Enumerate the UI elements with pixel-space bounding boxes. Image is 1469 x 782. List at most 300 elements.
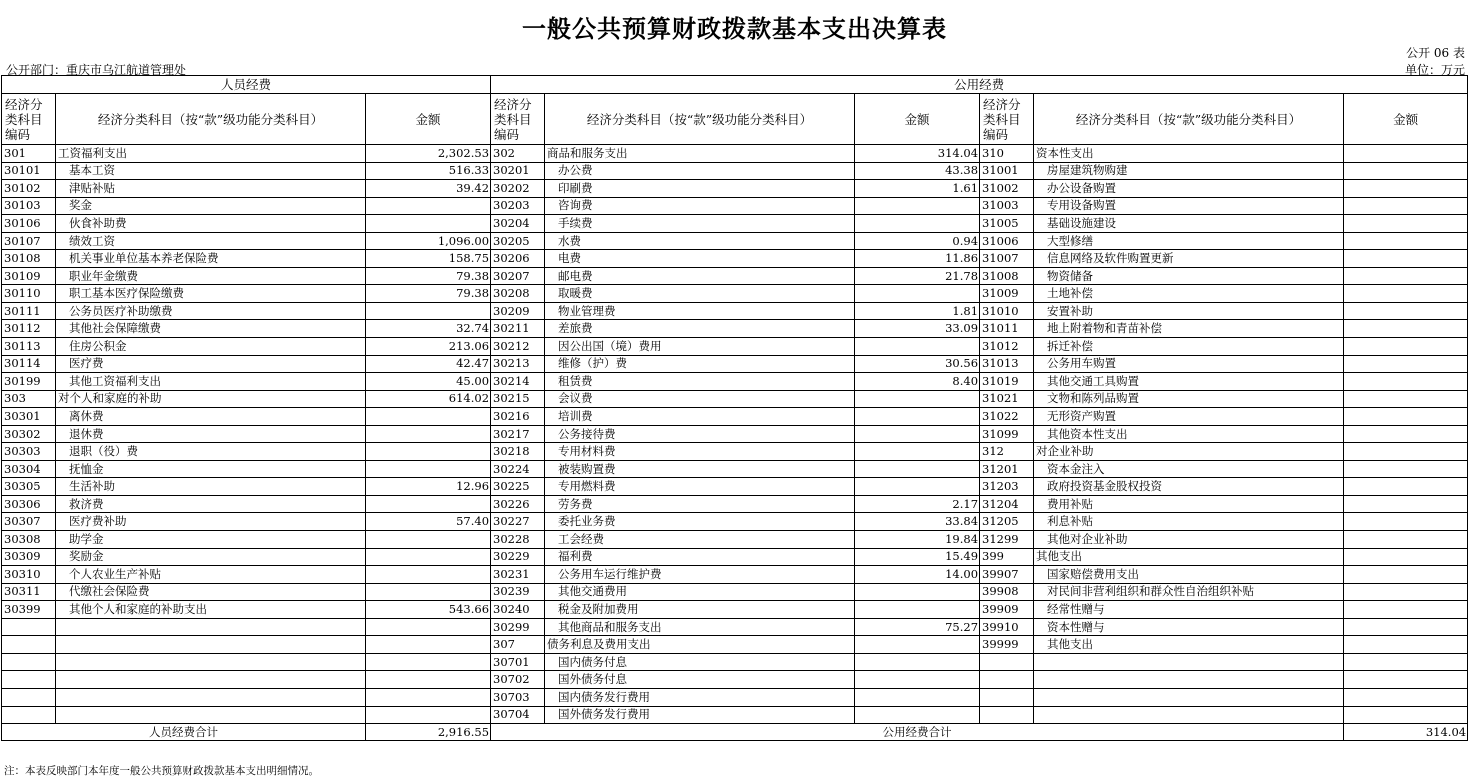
name-cell [56, 618, 366, 636]
code-cell: 30108 [2, 250, 56, 268]
amount-cell: 1,096.00 [366, 232, 491, 250]
name-cell: 工会经费 [545, 531, 855, 549]
table-row [2, 495, 1468, 513]
name-cell: 工资福利支出 [56, 145, 366, 163]
name-cell: 差旅费 [545, 320, 855, 338]
amount-cell: 2.17 [855, 495, 980, 513]
name-cell: 福利费 [545, 548, 855, 566]
column-header-name: 经济分类科目（按“款”级功能分类科目） [1034, 94, 1344, 145]
code-cell: 30206 [491, 250, 545, 268]
code-cell: 30111 [2, 302, 56, 320]
amount-cell [366, 408, 491, 426]
table-row [2, 513, 1468, 531]
code-cell: 30109 [2, 267, 56, 285]
table-row [2, 215, 1468, 233]
name-cell: 邮电费 [545, 267, 855, 285]
amount-cell: 158.75 [366, 250, 491, 268]
amount-cell [366, 443, 491, 461]
code-cell: 30208 [491, 285, 545, 303]
code-cell: 31010 [980, 302, 1034, 320]
amount-cell [366, 302, 491, 320]
name-cell: 专用燃料费 [545, 478, 855, 496]
name-cell: 个人农业生产补贴 [56, 566, 366, 584]
amount-cell [855, 706, 980, 724]
amount-cell [1344, 390, 1468, 408]
name-cell: 机关事业单位基本养老保险费 [56, 250, 366, 268]
code-cell: 31201 [980, 460, 1034, 478]
name-cell: 物业管理费 [545, 302, 855, 320]
table-row [2, 636, 1468, 654]
amount-cell [366, 653, 491, 671]
name-cell: 税金及附加费用 [545, 601, 855, 619]
amount-cell [1344, 566, 1468, 584]
code-cell: 30101 [2, 162, 56, 180]
amount-cell: 79.38 [366, 267, 491, 285]
code-cell: 30701 [491, 653, 545, 671]
amount-cell [855, 443, 980, 461]
name-cell: 基础设施建设 [1034, 215, 1344, 233]
amount-cell [1344, 688, 1468, 706]
amount-cell: 15.49 [855, 548, 980, 566]
code-cell [980, 671, 1034, 689]
form-code: 公开 06 表 [1406, 46, 1465, 60]
table-row [2, 583, 1468, 601]
table-row [2, 618, 1468, 636]
personnel-total-label: 人员经费合计 [2, 724, 366, 741]
name-cell: 绩效工资 [56, 232, 366, 250]
name-cell: 文物和陈列品购置 [1034, 390, 1344, 408]
code-cell: 30217 [491, 425, 545, 443]
code-cell: 30213 [491, 355, 545, 373]
name-cell: 费用补贴 [1034, 495, 1344, 513]
amount-cell: 8.40 [855, 373, 980, 391]
amount-cell [855, 197, 980, 215]
code-cell: 302 [491, 145, 545, 163]
totals-row [2, 724, 1468, 741]
name-cell: 其他社会保障缴费 [56, 320, 366, 338]
column-header-row [2, 94, 1468, 145]
amount-cell [1344, 180, 1468, 198]
code-cell: 30305 [2, 478, 56, 496]
name-cell [56, 653, 366, 671]
name-cell: 劳务费 [545, 495, 855, 513]
name-cell: 电费 [545, 250, 855, 268]
code-cell: 31013 [980, 355, 1034, 373]
name-cell: 对个人和家庭的补助 [56, 390, 366, 408]
code-cell: 30301 [2, 408, 56, 426]
amount-cell [1344, 338, 1468, 356]
section-header-row [2, 76, 1468, 94]
code-cell [2, 671, 56, 689]
name-cell [1034, 671, 1344, 689]
page-title: 一般公共预算财政拨款基本支出决算表 [522, 15, 947, 43]
name-cell: 其他资本性支出 [1034, 425, 1344, 443]
code-cell: 30209 [491, 302, 545, 320]
code-cell: 30207 [491, 267, 545, 285]
code-cell: 30399 [2, 601, 56, 619]
amount-cell [366, 636, 491, 654]
amount-cell [855, 390, 980, 408]
amount-cell [1344, 548, 1468, 566]
personnel-section-header: 人员经费 [2, 76, 491, 94]
table-row [2, 671, 1468, 689]
code-cell: 30704 [491, 706, 545, 724]
code-cell: 30107 [2, 232, 56, 250]
name-cell: 水费 [545, 232, 855, 250]
table-row [2, 653, 1468, 671]
name-cell: 资本金注入 [1034, 460, 1344, 478]
name-cell: 救济费 [56, 495, 366, 513]
code-cell: 31006 [980, 232, 1034, 250]
name-cell: 伙食补助费 [56, 215, 366, 233]
name-cell: 其他工资福利支出 [56, 373, 366, 391]
code-cell: 31099 [980, 425, 1034, 443]
code-cell: 30239 [491, 583, 545, 601]
public-section-header: 公用经费 [491, 76, 1468, 94]
amount-cell: 30.56 [855, 355, 980, 373]
table-row [2, 443, 1468, 461]
code-cell: 30113 [2, 338, 56, 356]
amount-cell [366, 706, 491, 724]
amount-cell [855, 636, 980, 654]
name-cell: 租赁费 [545, 373, 855, 391]
name-cell: 资本性赠与 [1034, 618, 1344, 636]
amount-cell: 314.04 [855, 145, 980, 163]
amount-cell [366, 425, 491, 443]
code-cell: 30106 [2, 215, 56, 233]
code-cell: 307 [491, 636, 545, 654]
table-row [2, 566, 1468, 584]
amount-cell [855, 215, 980, 233]
table-row [2, 250, 1468, 268]
code-cell: 312 [980, 443, 1034, 461]
amount-cell [1344, 443, 1468, 461]
amount-cell: 45.00 [366, 373, 491, 391]
code-cell: 31205 [980, 513, 1034, 531]
code-cell: 30311 [2, 583, 56, 601]
name-cell: 培训费 [545, 408, 855, 426]
amount-cell: 39.42 [366, 180, 491, 198]
column-header-code: 经济分类科目编码 [980, 94, 1034, 145]
name-cell: 退职（役）费 [56, 443, 366, 461]
name-cell: 专用材料费 [545, 443, 855, 461]
amount-cell: 614.02 [366, 390, 491, 408]
code-cell [2, 618, 56, 636]
name-cell: 安置补助 [1034, 302, 1344, 320]
unit-label: 单位：万元 [1404, 63, 1465, 77]
amount-cell [366, 583, 491, 601]
code-cell: 30227 [491, 513, 545, 531]
code-cell: 31022 [980, 408, 1034, 426]
code-cell: 30240 [491, 601, 545, 619]
code-cell: 30306 [2, 495, 56, 513]
name-cell: 奖金 [56, 197, 366, 215]
amount-cell: 75.27 [855, 618, 980, 636]
table-row [2, 285, 1468, 303]
code-cell: 31005 [980, 215, 1034, 233]
code-cell: 30211 [491, 320, 545, 338]
name-cell: 资本性支出 [1034, 145, 1344, 163]
table-row [2, 180, 1468, 198]
amount-cell [366, 495, 491, 513]
table-row [2, 302, 1468, 320]
name-cell [1034, 688, 1344, 706]
code-cell: 31007 [980, 250, 1034, 268]
table-row [2, 373, 1468, 391]
amount-cell: 21.78 [855, 267, 980, 285]
amount-cell: 19.84 [855, 531, 980, 549]
code-cell: 31299 [980, 531, 1034, 549]
name-cell: 对民间非营利组织和群众性自治组织补贴 [1034, 583, 1344, 601]
code-cell: 30102 [2, 180, 56, 198]
column-header-amount: 金额 [366, 94, 491, 145]
amount-cell [1344, 232, 1468, 250]
name-cell: 国内债务付息 [545, 653, 855, 671]
amount-cell [855, 688, 980, 706]
name-cell: 医疗费补助 [56, 513, 366, 531]
name-cell [1034, 653, 1344, 671]
amount-cell [855, 408, 980, 426]
code-cell: 30205 [491, 232, 545, 250]
name-cell: 职业年金缴费 [56, 267, 366, 285]
amount-cell: 79.38 [366, 285, 491, 303]
name-cell: 办公设备购置 [1034, 180, 1344, 198]
name-cell: 代缴社会保险费 [56, 583, 366, 601]
table-row [2, 390, 1468, 408]
code-cell [980, 688, 1034, 706]
amount-cell [855, 478, 980, 496]
name-cell: 拆迁补偿 [1034, 338, 1344, 356]
amount-cell [1344, 285, 1468, 303]
amount-cell [855, 460, 980, 478]
amount-cell [1344, 267, 1468, 285]
code-cell: 31009 [980, 285, 1034, 303]
column-header-amount: 金额 [855, 94, 980, 145]
name-cell [56, 636, 366, 654]
name-cell: 奖励金 [56, 548, 366, 566]
table-row [2, 425, 1468, 443]
amount-cell [366, 460, 491, 478]
amount-cell [1344, 302, 1468, 320]
expenditure-table [1, 75, 1468, 741]
code-cell [2, 706, 56, 724]
code-cell: 301 [2, 145, 56, 163]
name-cell: 医疗费 [56, 355, 366, 373]
name-cell: 国家赔偿费用支出 [1034, 566, 1344, 584]
name-cell: 经常性赠与 [1034, 601, 1344, 619]
code-cell: 31204 [980, 495, 1034, 513]
code-cell: 30203 [491, 197, 545, 215]
amount-cell [1344, 162, 1468, 180]
name-cell: 其他支出 [1034, 548, 1344, 566]
name-cell: 房屋建筑物购建 [1034, 162, 1344, 180]
amount-cell [366, 618, 491, 636]
code-cell: 39909 [980, 601, 1034, 619]
name-cell: 助学金 [56, 531, 366, 549]
amount-cell: 2,302.53 [366, 145, 491, 163]
name-cell: 职工基本医疗保险缴费 [56, 285, 366, 303]
code-cell: 30114 [2, 355, 56, 373]
name-cell: 其他支出 [1034, 636, 1344, 654]
name-cell: 无形资产购置 [1034, 408, 1344, 426]
amount-cell: 1.81 [855, 302, 980, 320]
amount-cell [366, 688, 491, 706]
table-row [2, 460, 1468, 478]
table-row [2, 706, 1468, 724]
amount-cell [1344, 636, 1468, 654]
amount-cell [1344, 531, 1468, 549]
amount-cell [1344, 320, 1468, 338]
name-cell: 其他对企业补助 [1034, 531, 1344, 549]
name-cell: 公务用车购置 [1034, 355, 1344, 373]
name-cell: 地上附着物和青苗补偿 [1034, 320, 1344, 338]
amount-cell [1344, 618, 1468, 636]
table-row [2, 408, 1468, 426]
name-cell: 其他交通工具购置 [1034, 373, 1344, 391]
code-cell: 31019 [980, 373, 1034, 391]
amount-cell [855, 653, 980, 671]
name-cell: 津贴补贴 [56, 180, 366, 198]
name-cell: 手续费 [545, 215, 855, 233]
name-cell [1034, 706, 1344, 724]
name-cell: 公务用车运行维护费 [545, 566, 855, 584]
code-cell: 30110 [2, 285, 56, 303]
name-cell: 商品和服务支出 [545, 145, 855, 163]
name-cell: 利息补贴 [1034, 513, 1344, 531]
amount-cell [1344, 250, 1468, 268]
name-cell: 国外债务发行费用 [545, 706, 855, 724]
code-cell: 30299 [491, 618, 545, 636]
table-row [2, 145, 1468, 163]
name-cell: 基本工资 [56, 162, 366, 180]
amount-cell [366, 548, 491, 566]
code-cell: 30215 [491, 390, 545, 408]
column-header-name: 经济分类科目（按“款”级功能分类科目） [545, 94, 855, 145]
amount-cell [1344, 706, 1468, 724]
code-cell: 31003 [980, 197, 1034, 215]
code-cell: 30218 [491, 443, 545, 461]
amount-cell: 32.74 [366, 320, 491, 338]
personnel-total-amount: 2,916.55 [366, 724, 491, 741]
name-cell: 维修（护）费 [545, 355, 855, 373]
amount-cell [1344, 583, 1468, 601]
amount-cell: 543.66 [366, 601, 491, 619]
name-cell [56, 671, 366, 689]
amount-cell: 14.00 [855, 566, 980, 584]
code-cell: 303 [2, 390, 56, 408]
code-cell: 30229 [491, 548, 545, 566]
amount-cell [366, 671, 491, 689]
name-cell: 大型修缮 [1034, 232, 1344, 250]
code-cell [980, 706, 1034, 724]
amount-cell [855, 583, 980, 601]
column-header-name: 经济分类科目（按“款”级功能分类科目） [56, 94, 366, 145]
table-row [2, 197, 1468, 215]
amount-cell [366, 531, 491, 549]
amount-cell [1344, 478, 1468, 496]
amount-cell [855, 671, 980, 689]
code-cell: 30307 [2, 513, 56, 531]
table-row [2, 478, 1468, 496]
name-cell: 公务接待费 [545, 425, 855, 443]
code-cell: 30231 [491, 566, 545, 584]
code-cell: 31002 [980, 180, 1034, 198]
code-cell: 31001 [980, 162, 1034, 180]
amount-cell [1344, 373, 1468, 391]
amount-cell [1344, 460, 1468, 478]
code-cell: 30224 [491, 460, 545, 478]
name-cell [56, 688, 366, 706]
name-cell: 物资储备 [1034, 267, 1344, 285]
amount-cell [1344, 215, 1468, 233]
column-header-code: 经济分类科目编码 [491, 94, 545, 145]
name-cell: 印刷费 [545, 180, 855, 198]
code-cell: 30212 [491, 338, 545, 356]
code-cell: 31012 [980, 338, 1034, 356]
amount-cell [1344, 408, 1468, 426]
name-cell: 公务员医疗补助缴费 [56, 302, 366, 320]
table-row [2, 320, 1468, 338]
name-cell: 专用设备购置 [1034, 197, 1344, 215]
name-cell: 因公出国（境）费用 [545, 338, 855, 356]
code-cell [980, 653, 1034, 671]
name-cell: 其他个人和家庭的补助支出 [56, 601, 366, 619]
code-cell: 30302 [2, 425, 56, 443]
table-row [2, 531, 1468, 549]
code-cell [2, 653, 56, 671]
code-cell [2, 688, 56, 706]
table-row [2, 232, 1468, 250]
code-cell: 30112 [2, 320, 56, 338]
name-cell: 国外债务付息 [545, 671, 855, 689]
code-cell: 30310 [2, 566, 56, 584]
name-cell: 其他交通费用 [545, 583, 855, 601]
code-cell: 30309 [2, 548, 56, 566]
table-row [2, 355, 1468, 373]
name-cell: 抚恤金 [56, 460, 366, 478]
code-cell: 399 [980, 548, 1034, 566]
amount-cell: 213.06 [366, 338, 491, 356]
name-cell: 债务利息及费用支出 [545, 636, 855, 654]
name-cell: 办公费 [545, 162, 855, 180]
amount-cell: 516.33 [366, 162, 491, 180]
name-cell: 退休费 [56, 425, 366, 443]
amount-cell: 33.09 [855, 320, 980, 338]
code-cell: 30201 [491, 162, 545, 180]
name-cell: 其他商品和服务支出 [545, 618, 855, 636]
amount-cell: 1.61 [855, 180, 980, 198]
amount-cell [366, 566, 491, 584]
amount-cell: 57.40 [366, 513, 491, 531]
table-row [2, 688, 1468, 706]
code-cell: 30199 [2, 373, 56, 391]
code-cell: 30103 [2, 197, 56, 215]
code-cell: 30228 [491, 531, 545, 549]
code-cell: 30216 [491, 408, 545, 426]
table-row [2, 162, 1468, 180]
name-cell: 取暖费 [545, 285, 855, 303]
table-row [2, 267, 1468, 285]
code-cell: 310 [980, 145, 1034, 163]
amount-cell [1344, 653, 1468, 671]
amount-cell [855, 601, 980, 619]
amount-cell [366, 197, 491, 215]
code-cell: 30202 [491, 180, 545, 198]
footnote: 注：本表反映部门本年度一般公共预算财政拨款基本支出明细情况。 [4, 765, 319, 777]
amount-cell: 11.86 [855, 250, 980, 268]
amount-cell [855, 285, 980, 303]
column-header-code: 经济分类科目编码 [2, 94, 56, 145]
